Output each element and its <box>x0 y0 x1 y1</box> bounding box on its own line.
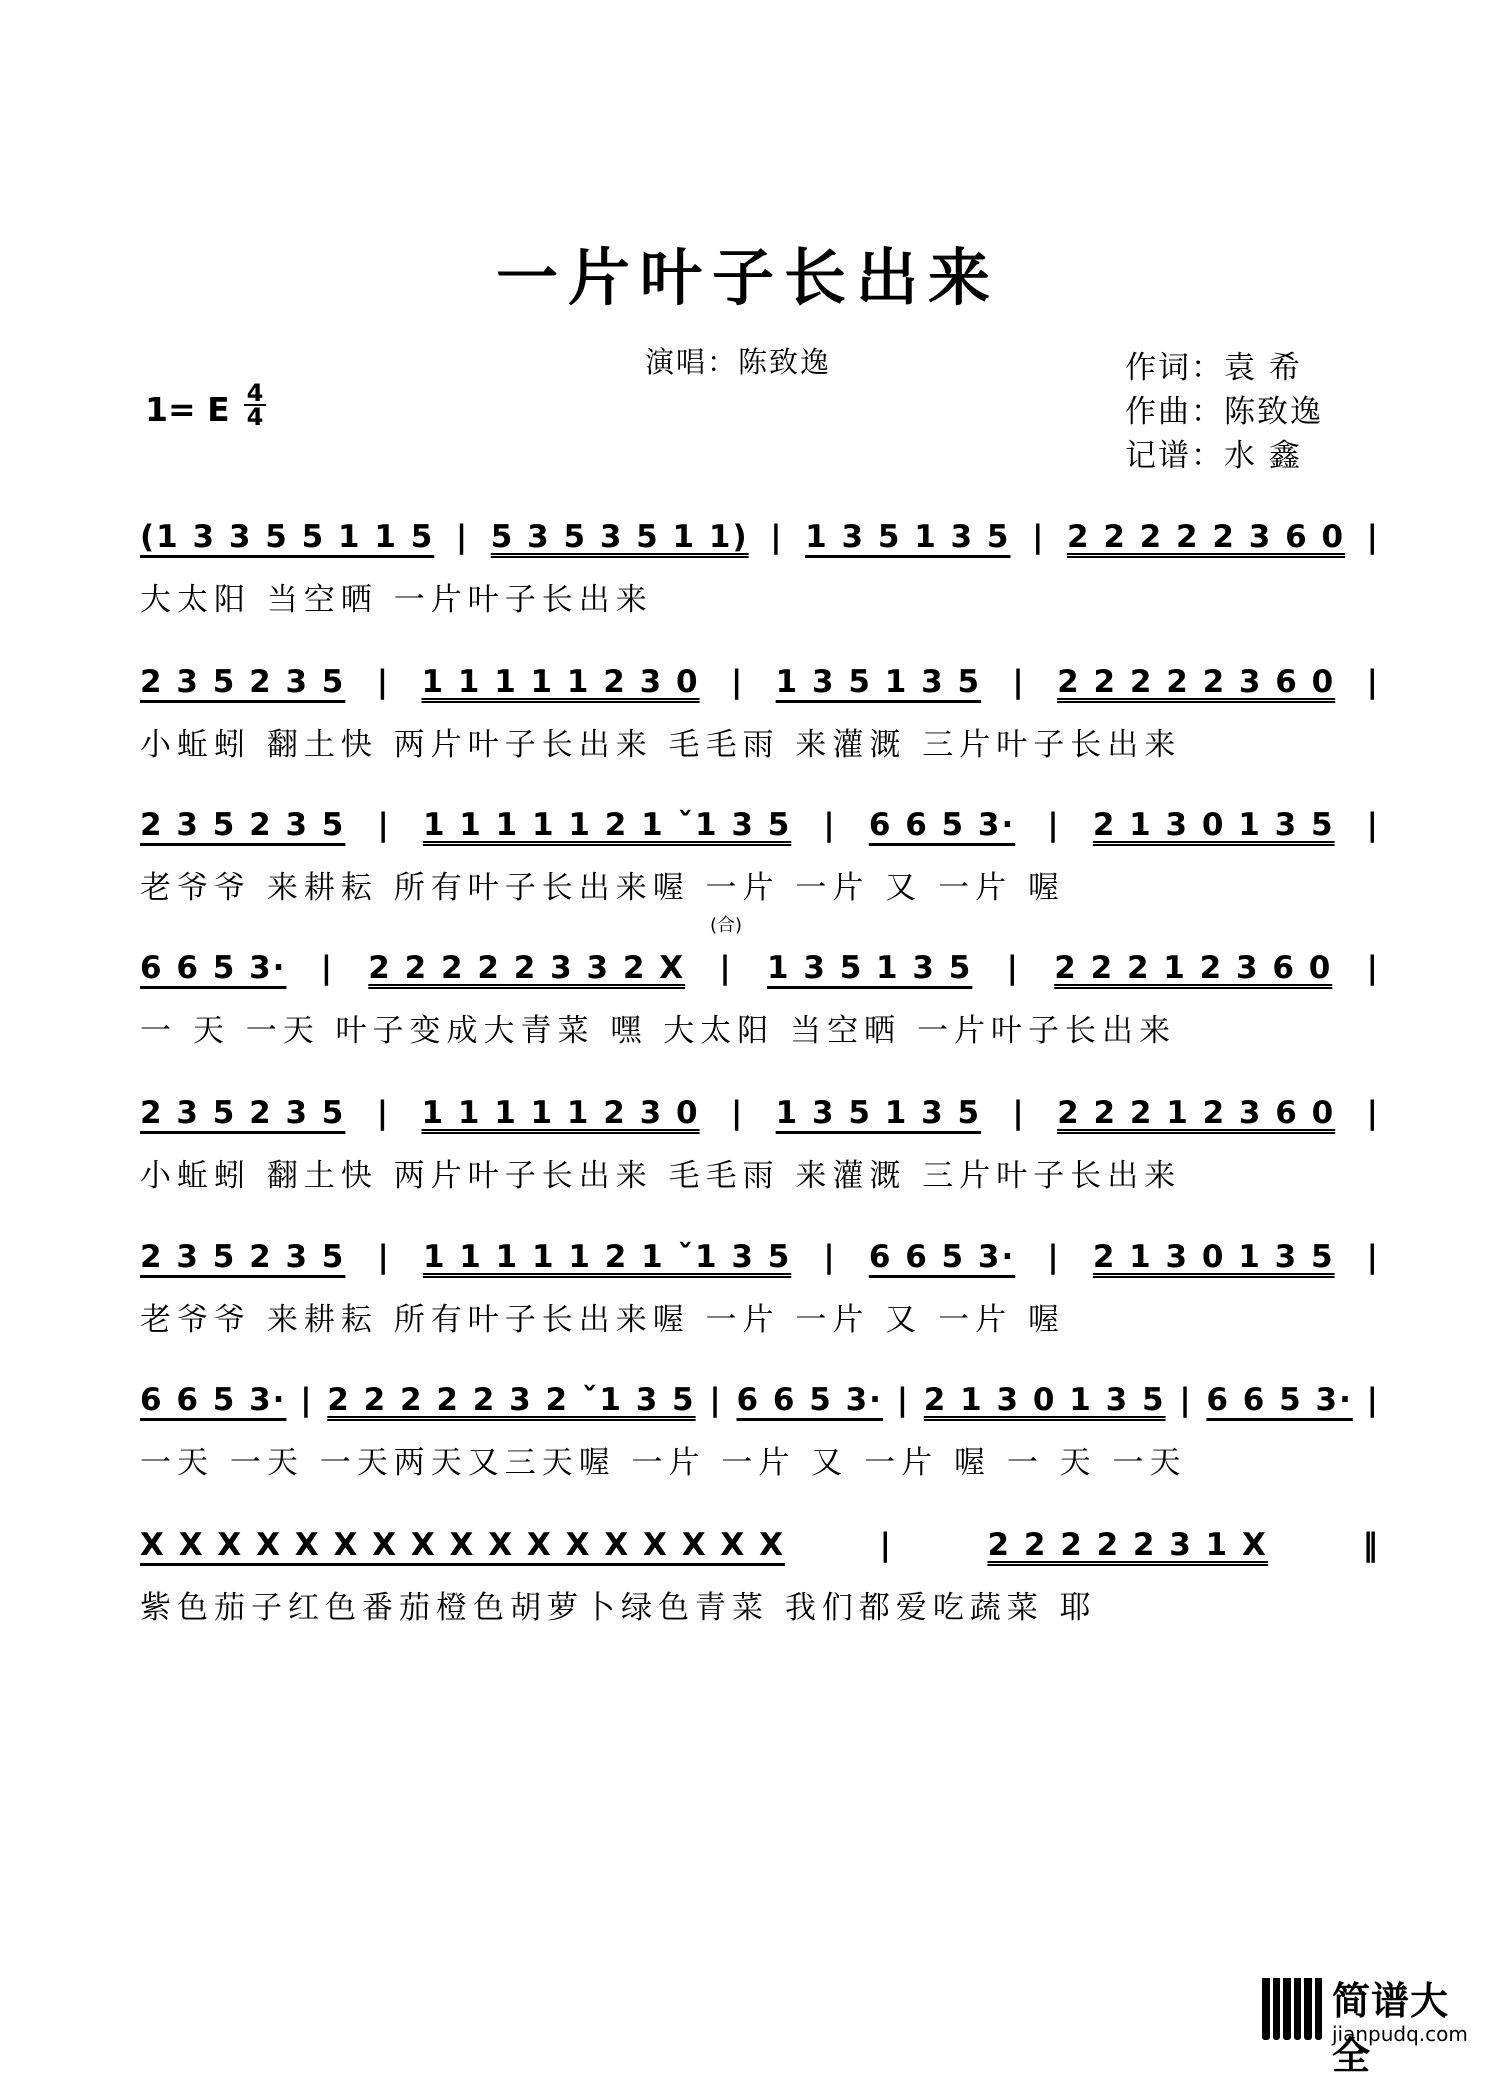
key-signature: 1= E <box>145 390 230 429</box>
barline: | <box>709 1382 723 1418</box>
piano-keys-icon <box>1262 1978 1322 2040</box>
barline: | <box>719 950 733 986</box>
barline: | <box>1047 807 1061 843</box>
lyrics-row: 老爷爷 来耕耘 所有叶子长出来喔 一片 一片 又 一片 喔 <box>140 870 1065 906</box>
final-barline: ‖ <box>1362 1527 1380 1563</box>
time-signature <box>244 379 266 431</box>
singer-credit: 演唱：陈致逸 <box>645 345 832 379</box>
note-row <box>140 800 1380 850</box>
site-logo <box>1262 1960 1472 2078</box>
measure-group: 1 1 1 1 1 2 1 ˇ1 3 5 <box>422 807 792 843</box>
note-row <box>140 1520 1380 1570</box>
note-row <box>140 1232 1380 1282</box>
barline: | <box>1366 1239 1380 1275</box>
measure-group: 1 1 1 1 1 2 3 0 <box>421 664 700 700</box>
barline: | <box>1179 1382 1193 1418</box>
barline: | <box>1047 1239 1061 1275</box>
lyrics-row: 一天 一天 一天两天又三天喔 一片 一片 又 一片 喔 一 天 一天 <box>140 1445 1187 1481</box>
lyrics-row: 老爷爷 来耕耘 所有叶子长出来喔 一片 一片 又 一片 喔 <box>140 1302 1065 1338</box>
barline: | <box>1006 950 1020 986</box>
note-row <box>140 1375 1380 1425</box>
measure-group: 6 6 5 3· <box>868 1239 1016 1275</box>
barline: | <box>377 1239 391 1275</box>
measure-group: 2 1 3 0 1 3 5 <box>923 1382 1166 1418</box>
barline: | <box>1366 519 1380 555</box>
lyricist-credit: 作词：袁 希 <box>1125 350 1302 386</box>
measure-group: 6 6 5 3· <box>736 1382 883 1418</box>
barline: | <box>1366 1095 1380 1131</box>
barline: | <box>320 950 335 986</box>
composer-credit: 作曲：陈致逸 <box>1125 394 1323 430</box>
measure-group: 2 3 5 2 3 5 <box>140 664 346 700</box>
measure-group: 1 3 5 1 3 5 <box>805 519 1011 555</box>
measure-group: 1 1 1 1 1 2 1 ˇ1 3 5 <box>422 1239 792 1275</box>
measure-group: 2 2 2 2 2 3 2 ˇ1 3 5 <box>327 1382 696 1418</box>
barline: | <box>879 1527 893 1563</box>
transcriber-credit: 记谱：水 鑫 <box>1125 438 1302 474</box>
measure-group: (1 3 3 5 5 1 1 5 <box>140 519 435 555</box>
lyrics-row: 紫色茄子红色番茄橙色胡萝卜绿色青菜 我们都爱吃蔬菜 耶 <box>140 1590 1097 1626</box>
note-row <box>140 1088 1380 1138</box>
barline: | <box>377 807 391 843</box>
measure-group: 5 3 5 3 5 1 1) <box>490 519 749 555</box>
measure-group: 2 2 2 1 2 3 6 0 <box>1054 950 1333 986</box>
measure-group: 2 1 3 0 1 3 5 <box>1092 807 1335 843</box>
measure-group: 6 6 5 3· <box>140 1382 287 1418</box>
barline: | <box>455 519 470 555</box>
lyrics-row: 小蚯蚓 翻土快 两片叶子长出来 毛毛雨 来灌溉 三片叶子长出来 <box>140 727 1182 763</box>
song-title: 一片叶子长出来 <box>495 241 1000 314</box>
barline: | <box>730 664 745 700</box>
measure-group: X X X X X X X X X X X X X X X X X <box>140 1527 785 1563</box>
lyrics-row: 小蚯蚓 翻土快 两片叶子长出来 毛毛雨 来灌溉 三片叶子长出来 <box>140 1158 1182 1194</box>
barline: | <box>730 1095 745 1131</box>
barline: | <box>823 807 837 843</box>
measure-group: 2 2 2 2 2 3 1 X <box>987 1527 1268 1563</box>
measure-group: 2 3 5 2 3 5 <box>140 1095 346 1131</box>
measure-group: 6 6 5 3· <box>140 950 287 986</box>
measure-group: 2 2 2 1 2 3 6 0 <box>1057 1095 1336 1131</box>
time-signature-top: 4 <box>246 379 264 407</box>
measure-group: 2 2 2 2 2 3 6 0 <box>1066 519 1346 555</box>
barline: | <box>1012 1095 1026 1131</box>
logo-name: 简谱大全 <box>1332 1979 1450 2078</box>
lyrics-row: 一 天 一天 叶子变成大青菜 嘿 大太阳 当空晒 一片叶子长出来 <box>140 1013 1176 1049</box>
barline: | <box>1366 950 1380 986</box>
lyrics-row: 大太阳 当空晒 一片叶子长出来 <box>140 582 653 618</box>
barline: | <box>1032 519 1046 555</box>
time-signature-bottom: 4 <box>244 404 266 428</box>
barline: | <box>300 1382 314 1418</box>
choir-mark: (合) <box>710 915 743 936</box>
measure-group: 1 3 5 1 3 5 <box>775 664 982 700</box>
note-row <box>140 943 1380 993</box>
barline: | <box>1366 1382 1380 1418</box>
measure-group: 6 6 5 3· <box>868 807 1016 843</box>
barline: | <box>896 1382 911 1418</box>
measure-group: 1 3 5 1 3 5 <box>766 950 973 986</box>
measure-group: 6 6 5 3· <box>1206 1382 1353 1418</box>
barline: | <box>1366 807 1380 843</box>
measure-group: 2 3 5 2 3 5 <box>140 1239 346 1275</box>
barline: | <box>1012 664 1026 700</box>
barline: | <box>1366 664 1380 700</box>
measure-group: 1 1 1 1 1 2 3 0 <box>421 1095 700 1131</box>
barline: | <box>376 1095 391 1131</box>
barline: | <box>823 1239 837 1275</box>
note-row <box>140 512 1380 562</box>
measure-group: 2 3 5 2 3 5 <box>140 807 346 843</box>
measure-group: 1 3 5 1 3 5 <box>775 1095 982 1131</box>
note-row <box>140 657 1380 707</box>
barline: | <box>770 519 784 555</box>
barline: | <box>376 664 391 700</box>
logo-url: jianpudq.com <box>1332 2022 1468 2046</box>
measure-group: 2 2 2 2 2 3 3 2 X <box>368 950 686 986</box>
measure-group: 2 1 3 0 1 3 5 <box>1092 1239 1335 1275</box>
measure-group: 2 2 2 2 2 3 6 0 <box>1057 664 1336 700</box>
